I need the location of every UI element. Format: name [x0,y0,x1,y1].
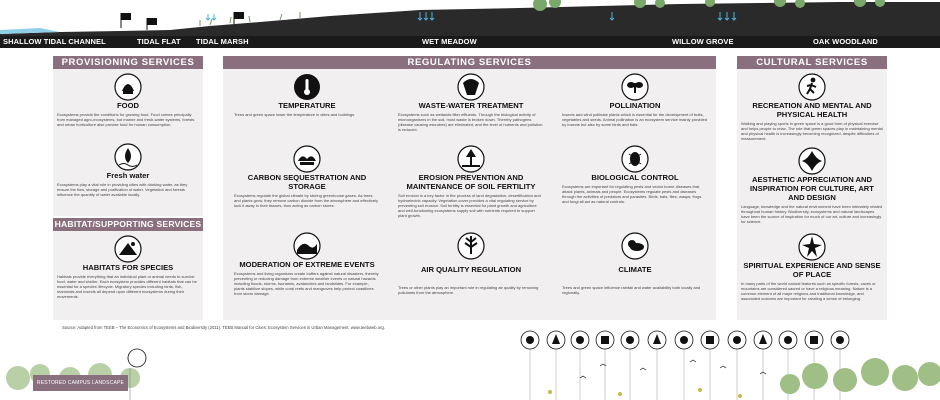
service-description: Ecosystems such as wetlands filter effluents. Through the biological activity of microorganisms in the soil, most waste is broken down. Thereby pathogens (disease causing microbes) are eliminated, and the level of nutrients and pollution is reduced. [398,112,543,132]
service-temperature [234,73,380,118]
service-title: WASTE-WATER TREATMENT [418,101,524,110]
service-description: Trees or other plants play an important role in regulating air quality by removing pollutants from the atmosphere. [398,285,539,295]
biological-control-icon [621,145,649,173]
service-pollination [562,73,708,128]
service-air-quality-regulation [398,232,544,296]
climate-icon [621,232,649,260]
zone-label-willow-grove: WILLOW GROVE [672,37,734,46]
service-title: FOOD [117,101,139,110]
aesthetic-icon [798,147,826,175]
service-title: EROSION PREVENTION AND MAINTENANCE OF SOIL FERTILITY [406,173,536,191]
service-title: Fresh water [106,171,150,180]
food-icon [114,73,142,101]
service-title: SPIRITUAL EXPERIENCE AND SENSE OF PLACE [743,261,881,279]
carbon-icon [293,145,321,173]
service-title: AIR QUALITY REGULATION [420,265,522,274]
service-description: In many parts of the world natural features such as specific forests, caves or mountains are considered sacred or have a religious meaning. Nature is a common element of all major religions and traditional knowledge, and associated customs are important for creating a sense of belonging. [741,281,876,301]
service-description: Soil erosion is a key factor in the process of land degradation, desertification and hydroelectric capacity. Vegetation cover provides a vital regulating service by preventing soil erosion. Soil fertility is essential for plant growth and agriculture and well-functioning ecosystems supply soil with nutrients required to support plant growth. [398,193,541,218]
recreation-icon [798,73,826,101]
service-description: Ecosystems are important for regulating pests and vector borne diseases that attack plants, animals and people. Ecosystems regulate pests and diseases through the activities of predators and parasites. Birds, bats, flies, wasps, frogs and fungi all act as natural controls. [562,184,702,204]
service-moderation-extreme-events [234,232,380,297]
service-title: POLLINATION [609,101,661,110]
service-carbon-sequestration [234,145,380,209]
service-title: AESTHETIC APPRECIATION AND INSPIRATION FOR CULTURE, ART AND DESIGN [750,175,874,202]
temperature-icon [293,73,321,101]
service-aesthetic-appreciation [741,147,883,225]
habitat-species-icon [114,235,142,263]
fresh-water-icon [114,143,142,171]
cultural-header: CULTURAL SERVICES [737,56,887,69]
service-description: Walking and playing sports in green space is a good form of physical exercise and helps people to relax. The role that green spaces play in maintaining mental and physical health is increasingly becoming recognized, despite difficulties of measurement. [741,121,883,141]
service-description: Trees and green space influence rainfall and water availability both locally and regionally. [562,285,701,295]
service-recreation [741,73,883,142]
service-description: Insects and wind pollinate plants which is essential for the development of fruits, vegetables and seeds. Animal pollination is an ecosystem service mainly provided by insects but also by some birds and bats. [562,112,707,127]
habitat-header: HABITAT/SUPPORTING SERVICES [54,219,202,229]
air-quality-icon [457,232,485,260]
service-title: CLIMATE [618,265,652,274]
service-description: Ecosystems and living organisms create buffers against natural disasters, thereby preventing or reducing damage from extreme weather events or natural hazards including floods, storms, tsunamis, avalanches and landslides. For example, plants stabilize slopes, while coral reefs and mangroves help protect coastlines from storm damage. [234,271,379,296]
pollination-icon [621,73,649,101]
zone-label-shallow-tidal-channel: SHALLOW TIDAL CHANNEL [3,37,106,46]
service-description: Habitats provide everything that an individual plant or animal needs to survive: food, water and shelter. Each ecosystem provides different habitats that can be essential for a species' lifecycle. Migratory species including birds, fish, mammals and insects all depend upon different ecosystems during their movements. [57,274,197,299]
service-description: Language, knowledge and the natural environment have been intimately related throughout human history. Biodiversity, ecosystems and natural landscapes have been the source of inspiration for much of our art, culture and increasingly for science. [741,204,883,224]
service-erosion-prevention [398,145,544,219]
zone-label-tidal-marsh: TIDAL MARSH [196,37,249,46]
zone-label-oak-woodland: OAK WOODLAND [813,37,878,46]
service-description: Ecosystems play a vital role in providing cities with drinking water, as they ensure the flow, storage and purification of water. Vegetation and forests influence the quantity of water available locally. [57,182,188,197]
service-title: BIOLOGICAL CONTROL [591,173,679,182]
erosion-icon [457,145,485,173]
service-title: TEMPERATURE [278,101,336,110]
service-spiritual-experience [741,233,883,302]
restored-campus-landscape-label: RESTORED CAMPUS LANDSCAPE [33,375,128,391]
service-title: CARBON SEQUESTRATION AND STORAGE [247,173,367,191]
provisioning-header: PROVISIONING SERVICES [53,56,203,69]
service-title: HABITATS FOR SPECIES [82,263,174,272]
zone-label-tidal-flat: TIDAL FLAT [137,37,181,46]
regulating-header: REGULATING SERVICES [223,56,716,69]
service-title: MODERATION OF EXTREME EVENTS [239,260,375,269]
service-biological-control [562,145,708,205]
source-citation: Source: Adapted from TEEB – The Economics of Ecosystems and Biodiversity (2011). TEEB Manual for Cities: Ecosystem Services in Urban Management. www.teebweb.org. [62,325,385,330]
restored-landscape-illustration [0,318,940,400]
service-fresh-water [57,143,199,198]
service-waste-water-treatment [398,73,544,133]
spiritual-icon [798,233,826,261]
service-description: Ecosystems regulate the global climate by storing greenhouse gases. As trees and plants grow, they remove carbon dioxide from the atmosphere and effectively lock it away in their tissues, thus acting as carbon stores. [234,193,379,208]
service-title: RECREATION AND MENTAL AND PHYSICAL HEALTH [752,101,872,119]
service-habitats-for-species [57,235,199,300]
service-food [57,73,199,128]
extreme-events-icon [293,232,321,260]
waste-water-icon [457,73,485,101]
service-description: Ecosystems provide the conditions for growing food. Food comes principally from managed agro-ecosystems, but marine and fresh-water systems, forests and urban horticulture also provide food for human consumption. [57,112,195,127]
service-climate [562,232,708,296]
service-description: Trees and green space lower the temperature in cities and buildings. [234,112,356,117]
zone-label-wet-meadow: WET MEADOW [422,37,477,46]
